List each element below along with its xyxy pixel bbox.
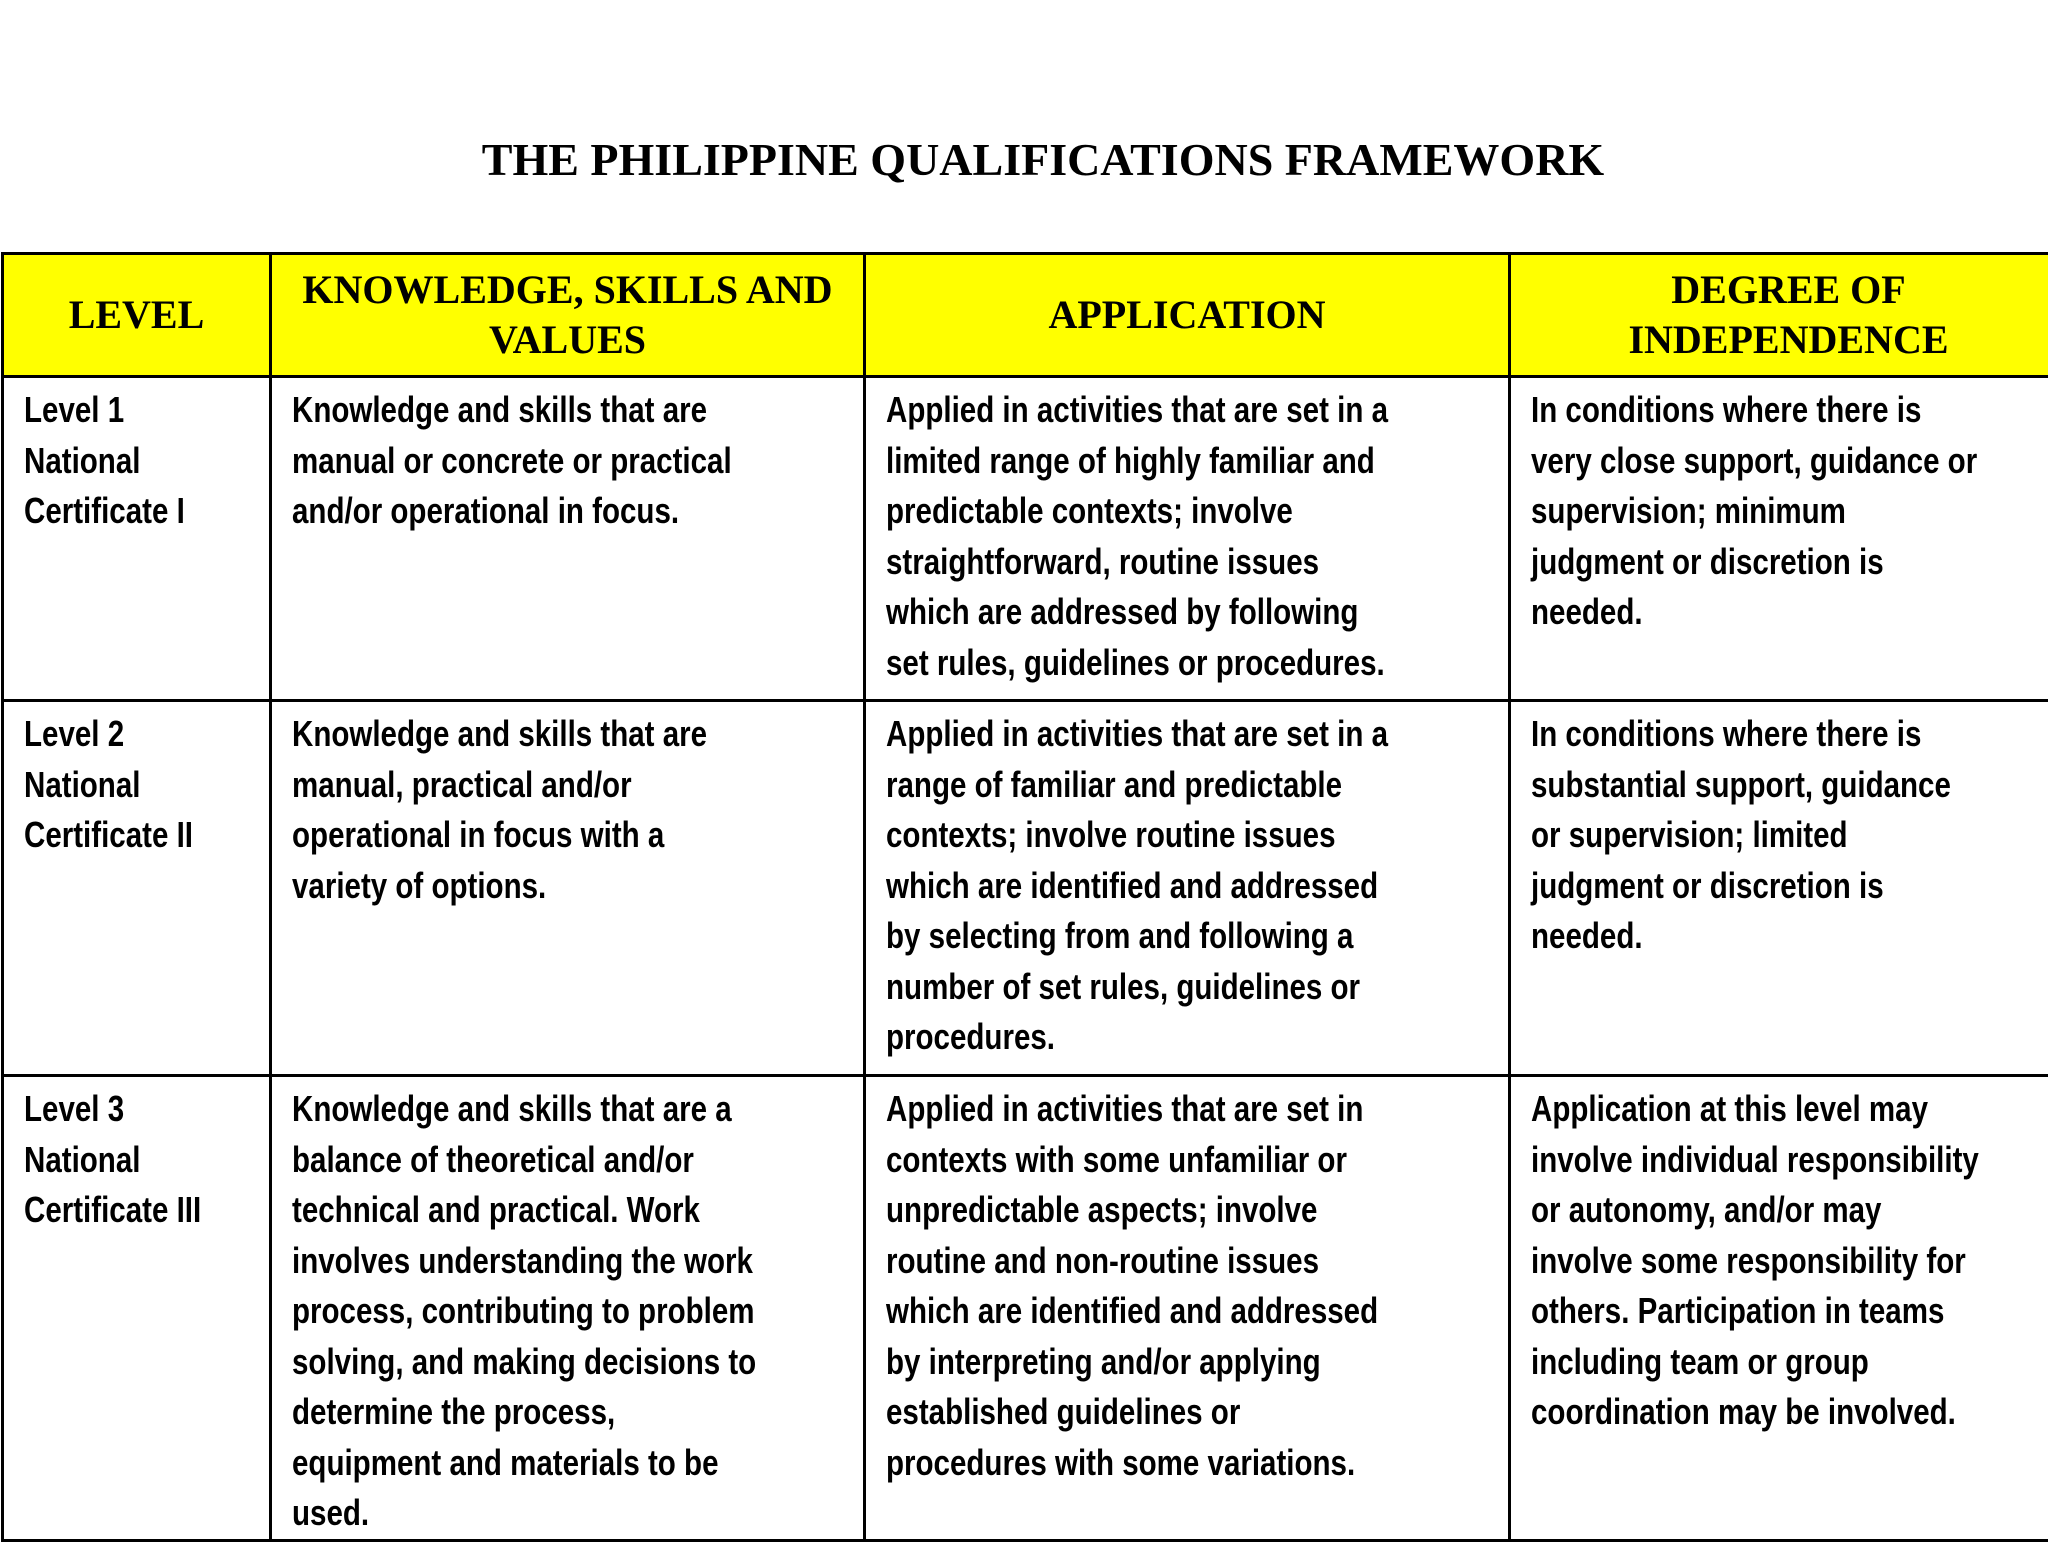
table-header-row bbox=[3, 254, 2048, 377]
cell-level-text: Level 3 National Certificate III bbox=[24, 1084, 269, 1236]
cell-independence bbox=[1510, 377, 2048, 701]
cell-application bbox=[865, 377, 1510, 701]
cell-application bbox=[865, 1076, 1510, 1541]
cell-level bbox=[3, 1076, 271, 1541]
page-title: THE PHILIPPINE QUALIFICATIONS FRAMEWORK bbox=[0, 132, 2048, 188]
cell-independence-text: In conditions where there is very close support, guidance or supervision; minimum judgment or discretion is needed. bbox=[1531, 385, 2048, 638]
cell-independence bbox=[1510, 701, 2048, 1076]
cell-knowledge bbox=[271, 377, 865, 701]
header-independence: DEGREE OF INDEPENDENCE bbox=[1510, 254, 2048, 377]
table-row bbox=[3, 1076, 2048, 1541]
cell-knowledge-text: Knowledge and skills that are a balance of theoretical and/or technical and practical. Work involves understanding the work process, contributing to problem solving, and making decisions to determine the process, equipment and materials to be used. bbox=[292, 1084, 863, 1539]
cell-knowledge-text: Knowledge and skills that are manual or concrete or practical and/or operational in focus. bbox=[292, 385, 863, 537]
cell-independence-text: In conditions where there is substantial support, guidance or supervision; limited judgment or discretion is needed. bbox=[1531, 709, 2048, 962]
cell-knowledge bbox=[271, 701, 865, 1076]
table-row bbox=[3, 377, 2048, 701]
cell-application-text: Applied in activities that are set in a limited range of highly familiar and predictable contexts; involve straightforward, routine issues which are addressed by following set rules, guidelines or procedures. bbox=[886, 385, 1508, 688]
cell-level bbox=[3, 377, 271, 701]
cell-application-text: Applied in activities that are set in contexts with some unfamiliar or unpredictable aspects; involve routine and non-routine issues which are identified and addressed by interpreting and/or applying established guidelines or procedures with some variations. bbox=[886, 1084, 1508, 1488]
header-level: LEVEL bbox=[3, 254, 271, 377]
cell-application bbox=[865, 701, 1510, 1076]
cell-level bbox=[3, 701, 271, 1076]
cell-application-text: Applied in activities that are set in a range of familiar and predictable contexts; involve routine issues which are identified and addressed by selecting from and following a number of set rules, guidelines or procedures. bbox=[886, 709, 1508, 1063]
header-knowledge: KNOWLEDGE, SKILLS AND VALUES bbox=[271, 254, 865, 377]
cell-knowledge bbox=[271, 1076, 865, 1541]
cell-independence bbox=[1510, 1076, 2048, 1541]
qualifications-table bbox=[1, 252, 2048, 1542]
cell-independence-text: Application at this level may involve individual responsibility or autonomy, and/or may involve some responsibility for others. Participation in teams including team or group coordination may be involved. bbox=[1531, 1084, 2048, 1438]
table-row bbox=[3, 701, 2048, 1076]
cell-knowledge-text: Knowledge and skills that are manual, practical and/or operational in focus with a variety of options. bbox=[292, 709, 863, 911]
cell-level-text: Level 1 National Certificate I bbox=[24, 385, 269, 537]
header-application: APPLICATION bbox=[865, 254, 1510, 377]
cell-level-text: Level 2 National Certificate II bbox=[24, 709, 269, 861]
